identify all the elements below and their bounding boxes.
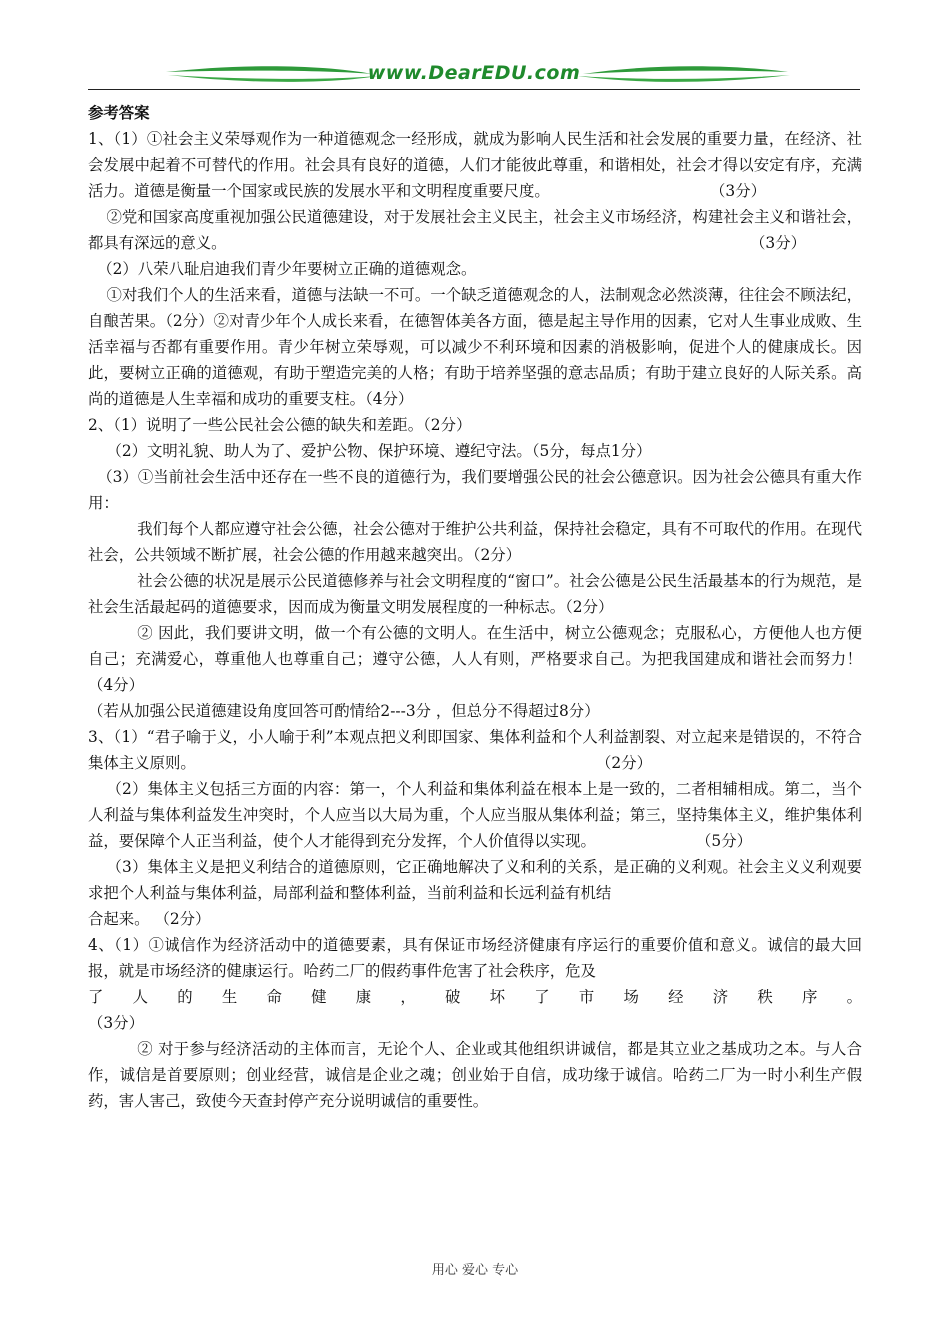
- paragraph-text: ②党和国家高度重视加强公民道德建设，对于发展社会主义民主，社会主义市场经济，构建社会主义和谐社会，都具有深远的意义。: [88, 208, 862, 252]
- page-footer: 用心 爱心 专心: [431, 1263, 519, 1278]
- score-note: （3分）: [710, 182, 766, 200]
- paragraph: [88, 204, 862, 256]
- paragraph: （若从加强公民道德建设角度回答可酌情给2---3分 ，但总分不得超过8分）: [88, 702, 600, 720]
- paragraph: （2）八荣八耻启迪我们青少年要树立正确的道德观念。: [97, 260, 477, 278]
- paragraph: [88, 724, 862, 776]
- paragraph-text: 3、（1）“君子喻于义，小人喻于利”本观点把义利即国家、集体利益和个人利益割裂、对立起来是错误的，不符合集体主义原则。: [88, 728, 862, 772]
- paragraph: 4、（1）①诚信作为经济活动中的道德要素，具有保证市场经济健康有序运行的重要价值和意义。诚信的最大回报，就是市场经济的健康运行。哈药二厂的假药事件危害了社会秩序，危及: [88, 936, 862, 980]
- score-note: （5分）: [696, 832, 752, 850]
- score-note: （2分）: [596, 754, 652, 772]
- paragraph: （2）文明礼貌、助人为了、爱护公物、保护环境、遵纪守法。（5分，每点1分）: [106, 442, 652, 460]
- paragraph: ② 因此，我们要讲文明，做一个有公德的文明人。在生活中，树立公德观念；克服私心，方便他人也方便自己；充满爱心，尊重他人也尊重自己；遵守公德，人人有则，严格要求自己。为把我国建成和谐社会而努力！（4分）: [88, 624, 862, 694]
- paragraph: [88, 776, 862, 854]
- paragraph: ② 对于参与经济活动的主体而言，无论个人、企业或其他组织讲诚信，都是其立业之基成功之本。与人合作，诚信是首要原则；创业经营，诚信是企业之魂；创业始于自信，成功缘于诚信。哈药二厂为一时小利生产假药，害人害己，致使今天查封停产充分说明诚信的重要性。: [88, 1040, 862, 1110]
- paragraph: ①对我们个人的生活来看，道德与法缺一不可。一个缺乏道德观念的人，法制观念必然淡薄，往往会不顾法纪，自酿苦果。（2分）②对青少年个人成长来看，在德智体美各方面，德是起主导作用的因素，它对人生事业成败、生活幸福与否都有重要作用。青少年树立荣辱观，可以减少不利环境和因素的消极影响，促进个人的健康成长。因此，要树立正确的道德观，有助于塑造完美的人格；有助于培养坚强的意志品质；有助于建立良好的人际关系。高尚的道德是人生幸福和成功的重要支柱。（4分）: [88, 286, 862, 408]
- paragraph: 合起来。 （2分）: [88, 910, 211, 928]
- header-divider: [88, 89, 860, 90]
- paragraph: 了人的生命健康，破坏了市场经济秩序。: [88, 988, 862, 1006]
- paragraph: （3）集体主义是把义利结合的道德原则，它正确地解决了义和利的关系，是正确的义利观。社会主义义利观要求把个人利益与集体利益，局部利益和整体利益，当前利益和长远利益有机结: [88, 858, 862, 902]
- paragraph: 2、（1）说明了一些公民社会公德的缺失和差距。（2分）: [88, 416, 472, 434]
- site-logo-text: www.DearEDU.com: [367, 62, 581, 84]
- answer-document: [88, 100, 862, 1114]
- paragraph: （3）①当前社会生活中还存在一些不良的道德行为，我们要增强公民的社会公德意识。因为社会公德具有重大作用：: [88, 468, 862, 512]
- paragraph: （3分）: [88, 1014, 144, 1032]
- paragraph: 社会公德的状况是展示公民道德修养与社会文明程度的“窗口”。社会公德是公民生活最基本的行为规范，是社会生活最起码的道德要求，因而成为衡量文明发展程度的一种标志。（2分）: [88, 572, 862, 616]
- paragraph-text: （2）集体主义包括三方面的内容：第一，个人利益和集体利益在根本上是一致的，二者相辅相成。第二，当个人利益与集体利益发生冲突时，个人应当以大局为重，个人应当服从集体利益；第三，坚持集体主义，维护集体利益，要保障个人正当利益，使个人才能得到充分发挥，个人价值得以实现。: [88, 780, 862, 850]
- paragraph: [88, 126, 862, 204]
- score-note: （3分）: [750, 234, 806, 252]
- doc-title: 参考答案: [88, 104, 150, 122]
- site-header: [88, 58, 860, 92]
- paragraph-text: 1、（1）①社会主义荣辱观作为一种道德观念一经形成，就成为影响人民生活和社会发展的重要力量，在经济、社会发展中起着不可替代的作用。社会具有良好的道德，人们才能彼此尊重，和谐相处，社会才得以安定有序，充满活力。道德是衡量一个国家或民族的发展水平和文明程度重要尺度。: [88, 130, 862, 200]
- paragraph: 我们每个人都应遵守社会公德，社会公德对于维护公共利益，保持社会稳定，具有不可取代的作用。在现代社会，公共领域不断扩展，社会公德的作用越来越突出。（2分）: [88, 520, 862, 564]
